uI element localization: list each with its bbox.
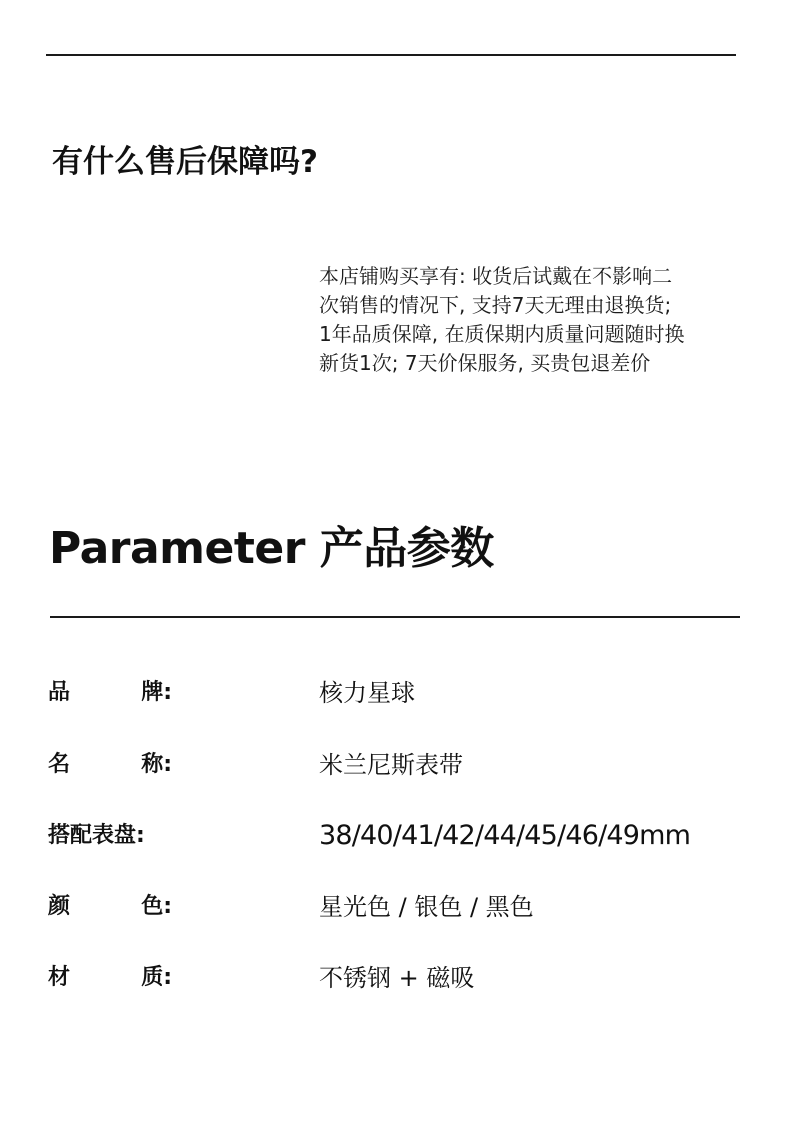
param-value-color: 星光色 / 银色 / 黑色 (319, 893, 534, 921)
faq-answer-line: 次销售的情况下, 支持7天无理由退换货; (319, 293, 672, 317)
param-row-material (0, 958, 790, 998)
param-label-color (48, 887, 172, 927)
param-label-material (48, 958, 172, 998)
param-row-dial-size (0, 816, 790, 856)
faq-title: 有什么售后保障吗? (52, 144, 318, 180)
param-row-color (0, 887, 790, 927)
parameter-divider (50, 616, 740, 618)
param-value-name: 米兰尼斯表带 (319, 751, 463, 779)
param-row-brand (0, 673, 790, 713)
param-label-brand-char: 牌: (141, 680, 172, 705)
param-value-brand: 核力星球 (319, 679, 415, 707)
faq-answer-line: 本店铺购买享有: 收货后试戴在不影响二 (319, 264, 673, 288)
param-label-color-char: 颜 (48, 894, 71, 919)
faq-answer-line: 新货1次; 7天价保服务, 买贵包退差价 (319, 351, 651, 375)
param-value-material: 不锈钢 + 磁吸 (319, 964, 475, 992)
param-label-color-char: 色: (141, 894, 172, 919)
faq-answer-line: 1年品质保障, 在质保期内质量问题随时换 (319, 322, 685, 346)
faq-answer (319, 262, 759, 378)
param-label-name-char: 称: (141, 752, 172, 777)
param-row-name (0, 745, 790, 785)
parameter-section-title: Parameter 产品参数 (49, 523, 494, 574)
param-label-name (48, 745, 172, 785)
param-label-brand-char: 品 (48, 680, 71, 705)
param-label-dial-size: 搭配表盘: (48, 823, 145, 848)
param-value-dial-size: 38/40/41/42/44/45/46/49mm (319, 820, 691, 851)
param-label-material-char: 质: (141, 965, 172, 990)
top-divider (46, 54, 736, 56)
param-label-material-char: 材 (48, 965, 71, 990)
param-label-name-char: 名 (48, 752, 71, 777)
param-label-brand (48, 673, 172, 713)
